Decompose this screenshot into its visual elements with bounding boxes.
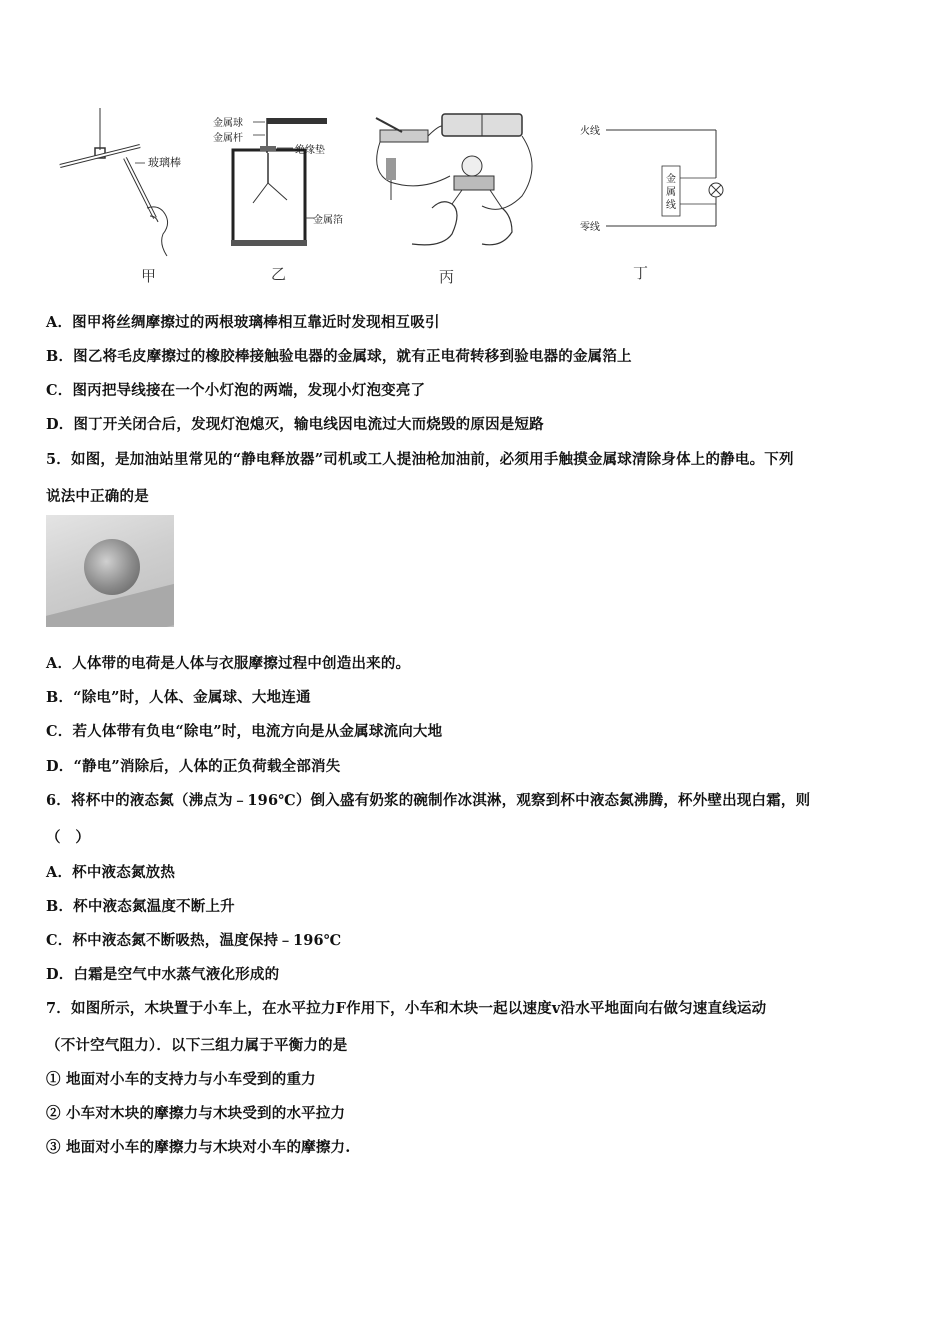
q4-option-d: D．图丁开关闭合后，发现灯泡熄灭，输电线因电流过大而烧毁的原因是短路 bbox=[46, 416, 544, 433]
q4-option-c: C．图丙把导线接在一个小灯泡的两端，发现小灯泡变亮了 bbox=[46, 382, 426, 399]
q7-stem: 7．如图所示，木块置于小车上，在水平拉力F作用下，小车和木块一起以速度v沿水平地面向右做匀速直线运动 bbox=[46, 1000, 767, 1017]
q5-option-d: D．“静电”消除后，人体的正负荷载全部消失 bbox=[46, 758, 341, 775]
figure-bing bbox=[362, 108, 542, 258]
q5-option-a: A．人体带的电荷是人体与衣服摩擦过程中创造出来的。 bbox=[46, 655, 411, 672]
q6-option-d: D．白霜是空气中水蒸气液化形成的 bbox=[46, 966, 280, 983]
q7-item-2: ② 小车对木块的摩擦力与木块受到的水平拉力 bbox=[46, 1105, 346, 1122]
q6-stem-cont: （ ） bbox=[46, 829, 91, 846]
caption-bing: 丙 bbox=[439, 268, 455, 286]
figure-ding bbox=[578, 118, 738, 238]
figure-jia bbox=[55, 108, 195, 268]
q7-stem-cont: （不计空气阻力）．以下三组力属于平衡力的是 bbox=[46, 1037, 348, 1054]
q7-item-1: ① 地面对小车的支持力与小车受到的重力 bbox=[46, 1071, 316, 1088]
q6-option-c: C．杯中液态氮不断吸热，温度保持﹣196℃ bbox=[46, 932, 342, 949]
label-metal-foil: 金属箔 bbox=[313, 215, 343, 226]
q6-option-b: B．杯中液态氮温度不断上升 bbox=[46, 898, 235, 915]
q5-option-b: B．“除电”时，人体、金属球、大地连通 bbox=[46, 689, 311, 706]
label-metal-ball: 金属球 bbox=[213, 118, 243, 129]
label-glass-rod: 玻璃棒 bbox=[148, 156, 181, 169]
label-metal-rod: 金属杆 bbox=[213, 133, 243, 144]
label-metal-wire-1: 金 bbox=[666, 174, 676, 185]
label-metal-wire-3: 线 bbox=[666, 200, 676, 211]
q7-item-3: ③ 地面对小车的摩擦力与木块对小车的摩擦力. bbox=[46, 1139, 351, 1156]
q5-stem-cont: 说法中正确的是 bbox=[46, 488, 149, 505]
q4-option-b: B．图乙将毛皮摩擦过的橡胶棒接触验电器的金属球，就有正电荷转移到验电器的金属箔上 bbox=[46, 348, 632, 365]
caption-yi: 乙 bbox=[271, 265, 287, 283]
caption-jia: 甲 bbox=[141, 267, 157, 285]
label-neutral-wire: 零线 bbox=[580, 222, 600, 233]
metal-ball-icon bbox=[84, 539, 140, 595]
q5-option-c: C．若人体带有负电“除电”时，电流方向是从金属球流向大地 bbox=[46, 723, 443, 740]
label-live-wire: 火线 bbox=[580, 126, 600, 137]
caption-ding: 丁 bbox=[633, 264, 649, 282]
static-discharger-photo bbox=[46, 515, 174, 627]
label-insulating-pad: 绝缘垫 bbox=[295, 145, 325, 156]
q5-stem: 5．如图，是加油站里常见的“静电释放器”司机或工人提油枪加油前，必须用手触摸金属球清除身体上的静电。下列 bbox=[46, 451, 794, 468]
q6-option-a: A．杯中液态氮放热 bbox=[46, 864, 176, 881]
q6-stem: 6．将杯中的液态氮（沸点为﹣196℃）倒入盛有奶浆的碗制作冰淇淋，观察到杯中液态氮沸腾，杯外壁出现白霜，则 bbox=[46, 792, 811, 809]
figure-yi bbox=[205, 108, 345, 258]
label-metal-wire-2: 属 bbox=[666, 187, 676, 198]
q4-option-a: A．图甲将丝绸摩擦过的两根玻璃棒相互靠近时发现相互吸引 bbox=[46, 314, 440, 331]
